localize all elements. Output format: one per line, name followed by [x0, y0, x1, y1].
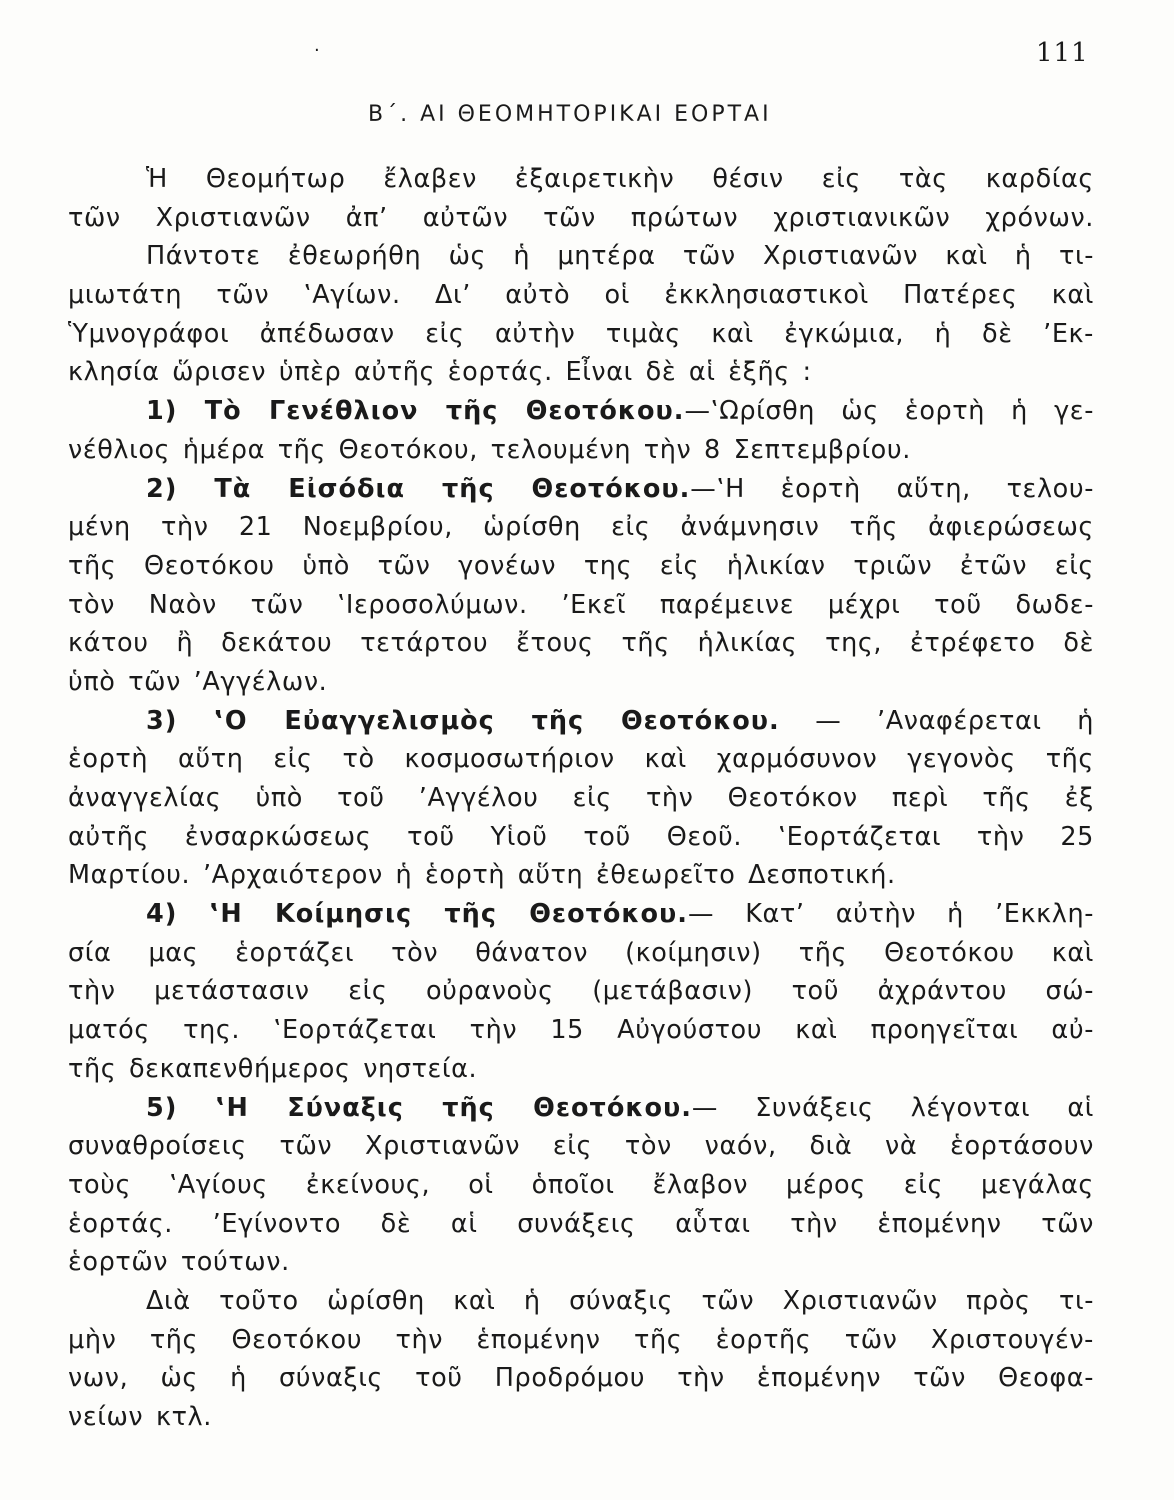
- text-run: ἑορτὴ αὕτη εἰς τὸ κοσμοσωτήριον καὶ χαρμόσυνον γεγονὸς τῆς: [68, 744, 1094, 775]
- text-line: [68, 508, 1094, 547]
- text-run: — Συνάξεις λέγονται αἱ: [691, 1092, 1094, 1123]
- text-run: — Κατ’ αὐτὴν ἡ ’Εκκλη-: [687, 899, 1095, 930]
- text-run: Ἡ Θεομήτωρ ἔλαβεν ἐξαιρετικὴν θέσιν εἰς τὰς καρδίας: [146, 164, 1094, 194]
- text-run: νων, ὡς ἡ σύναξις τοῦ Προδρόμου τὴν ἑπομένην τῶν Θεοφα-: [68, 1363, 1094, 1394]
- text-line: [68, 1011, 1094, 1050]
- text-line: [68, 1166, 1094, 1205]
- text-run: μένη τὴν 21 Νοεμβρίου, ὡρίσθη εἰς ἀνάμνησιν τῆς ἀφιερώσεως: [68, 512, 1094, 543]
- section-title: Β΄. ΑΙ ΘΕΟΜΗΤΟΡΙΚΑΙ ΕΟΡΤΑΙ: [368, 102, 772, 127]
- feast-heading: 2) Τὰ Εἰσόδια τῆς Θεοτόκου.: [146, 473, 691, 504]
- text-run: κλησία ὥρισεν ὑπὲρ αὐτῆς ἑορτάς. Εἶναι δὲ αἱ ἑξῆς :: [68, 357, 812, 388]
- text-run: —‛Ωρίσθη ὡς ἑορτὴ ἡ γε-: [684, 396, 1094, 427]
- text-line: [68, 1127, 1094, 1166]
- text-line: [68, 392, 1094, 431]
- text-line: [68, 470, 1094, 509]
- text-line: [68, 315, 1094, 354]
- text-line: [68, 276, 1094, 315]
- text-line: [68, 895, 1094, 934]
- text-run: — ’Αναφέρεται ἡ: [779, 705, 1094, 736]
- feast-heading: 5) ‛Η Σύναξις τῆς Θεοτόκου.: [146, 1092, 692, 1123]
- text-line: [68, 237, 1094, 276]
- text-line: [68, 1089, 1094, 1128]
- text-line: [68, 586, 1094, 625]
- text-line: [68, 934, 1094, 973]
- text-line: [68, 702, 1094, 741]
- feast-heading: 1) Τὸ Γενέθλιον τῆς Θεοτόκου.: [146, 396, 685, 427]
- body-text: [68, 160, 1094, 1437]
- text-line: [68, 1243, 1094, 1282]
- text-run: ὑπὸ τῶν ’Αγγέλων.: [68, 666, 328, 697]
- text-line: [68, 624, 1094, 663]
- feast-heading: 4) ‛Η Κοίμησις τῆς Θεοτόκου.: [146, 899, 688, 930]
- text-run: συναθροίσεις τῶν Χριστιανῶν εἰς τὸν ναόν, διὰ νὰ ἑορτάσουν: [68, 1131, 1094, 1162]
- text-line: [68, 1205, 1094, 1244]
- feast-heading: 3) ‛Ο Εὐαγγελισμὸς τῆς Θεοτόκου.: [146, 705, 780, 736]
- text-line: [68, 1398, 1094, 1437]
- text-run: ἀναγγελίας ὑπὸ τοῦ ’Αγγέλου εἰς τὴν Θεοτόκον περὶ τῆς ἐξ: [68, 783, 1094, 813]
- text-run: νέθλιος ἡμέρα τῆς Θεοτόκου, τελουμένη τὴν 8 Σεπτεμβρίου.: [68, 434, 911, 465]
- text-run: Πάντοτε ἐθεωρήθη ὡς ἡ μητέρα τῶν Χριστιανῶν καὶ ἡ τι-: [146, 241, 1094, 272]
- text-run: μὴν τῆς Θεοτόκου τὴν ἑπομένην τῆς ἑορτῆς τῶν Χριστουγέν-: [68, 1324, 1094, 1355]
- text-line: [68, 431, 1094, 470]
- text-run: τὴν μετάστασιν εἰς οὐρανοὺς (μετάβασιν) τοῦ ἀχράντου σώ-: [68, 976, 1094, 1007]
- header-dot: ·: [314, 40, 320, 61]
- text-run: —‛Η ἑορτὴ αὕτη, τελου-: [690, 473, 1094, 504]
- text-run: τῆς Θεοτόκου ὑπὸ τῶν γονέων της εἰς ἡλικίαν τριῶν ἐτῶν εἰς: [68, 550, 1094, 581]
- text-line: [68, 1359, 1094, 1398]
- text-line: [68, 1321, 1094, 1360]
- text-run: ματός της. ‛Εορτάζεται τὴν 15 Αὐγούστου καὶ προηγεῖται αὐ-: [68, 1015, 1094, 1046]
- text-line: [68, 972, 1094, 1011]
- text-run: τῆς δεκαπενθήμερος νηστεία.: [68, 1053, 478, 1084]
- text-run: μιωτάτη τῶν ‛Αγίων. Δι’ αὐτὸ οἱ ἐκκλησιαστικοὶ Πατέρες καὶ: [68, 280, 1094, 311]
- text-run: κάτου ἢ δεκάτου τετάρτου ἔτους τῆς ἡλικίας της, ἐτρέφετο δὲ: [68, 628, 1094, 659]
- text-line: [68, 1050, 1094, 1089]
- text-run: τῶν Χριστιανῶν ἀπ’ αὐτῶν τῶν πρώτων χριστιανικῶν χρόνων.: [68, 202, 1094, 233]
- text-line: [68, 1282, 1094, 1321]
- text-line: [68, 353, 1094, 392]
- text-line: [68, 779, 1094, 818]
- text-run: νείων κτλ.: [68, 1402, 212, 1432]
- text-line: [68, 663, 1094, 702]
- text-run: Ὑμνογράφοι ἀπέδωσαν εἰς αὐτὴν τιμὰς καὶ ἐγκώμια, ἡ δὲ ’Εκ-: [68, 318, 1094, 349]
- text-run: Διὰ τοῦτο ὡρίσθη καὶ ἡ σύναξις τῶν Χριστιανῶν πρὸς τι-: [146, 1285, 1094, 1316]
- text-run: ἑορτάς. ’Εγίνοντο δὲ αἱ συνάξεις αὗται τὴν ἑπομένην τῶν: [68, 1208, 1094, 1239]
- page-number: 111: [1036, 38, 1089, 68]
- text-run: Μαρτίου. ’Αρχαιότερον ἡ ἑορτὴ αὕτη ἐθεωρεῖτο Δεσποτική.: [68, 860, 896, 891]
- text-run: σία μας ἑορτάζει τὸν θάνατον (κοίμησιν) τῆς Θεοτόκου καὶ: [68, 937, 1094, 968]
- text-run: αὐτῆς ἐνσαρκώσεως τοῦ Υἱοῦ τοῦ Θεοῦ. ‛Εορτάζεται τὴν 25: [68, 821, 1094, 852]
- text-run: τοὺς ‛Αγίους ἐκείνους, οἱ ὁποῖοι ἔλαβον μέρος εἰς μεγάλας: [68, 1169, 1094, 1200]
- text-line: [68, 740, 1094, 779]
- text-line: [68, 818, 1094, 857]
- text-run: ἑορτῶν τούτων.: [68, 1247, 290, 1278]
- text-line: [68, 547, 1094, 586]
- text-line: [68, 856, 1094, 895]
- text-run: τὸν Ναὸν τῶν ‛Ιεροσολύμων. ’Εκεῖ παρέμεινε μέχρι τοῦ δωδε-: [68, 589, 1094, 620]
- text-line: [68, 160, 1094, 199]
- text-line: [68, 199, 1094, 238]
